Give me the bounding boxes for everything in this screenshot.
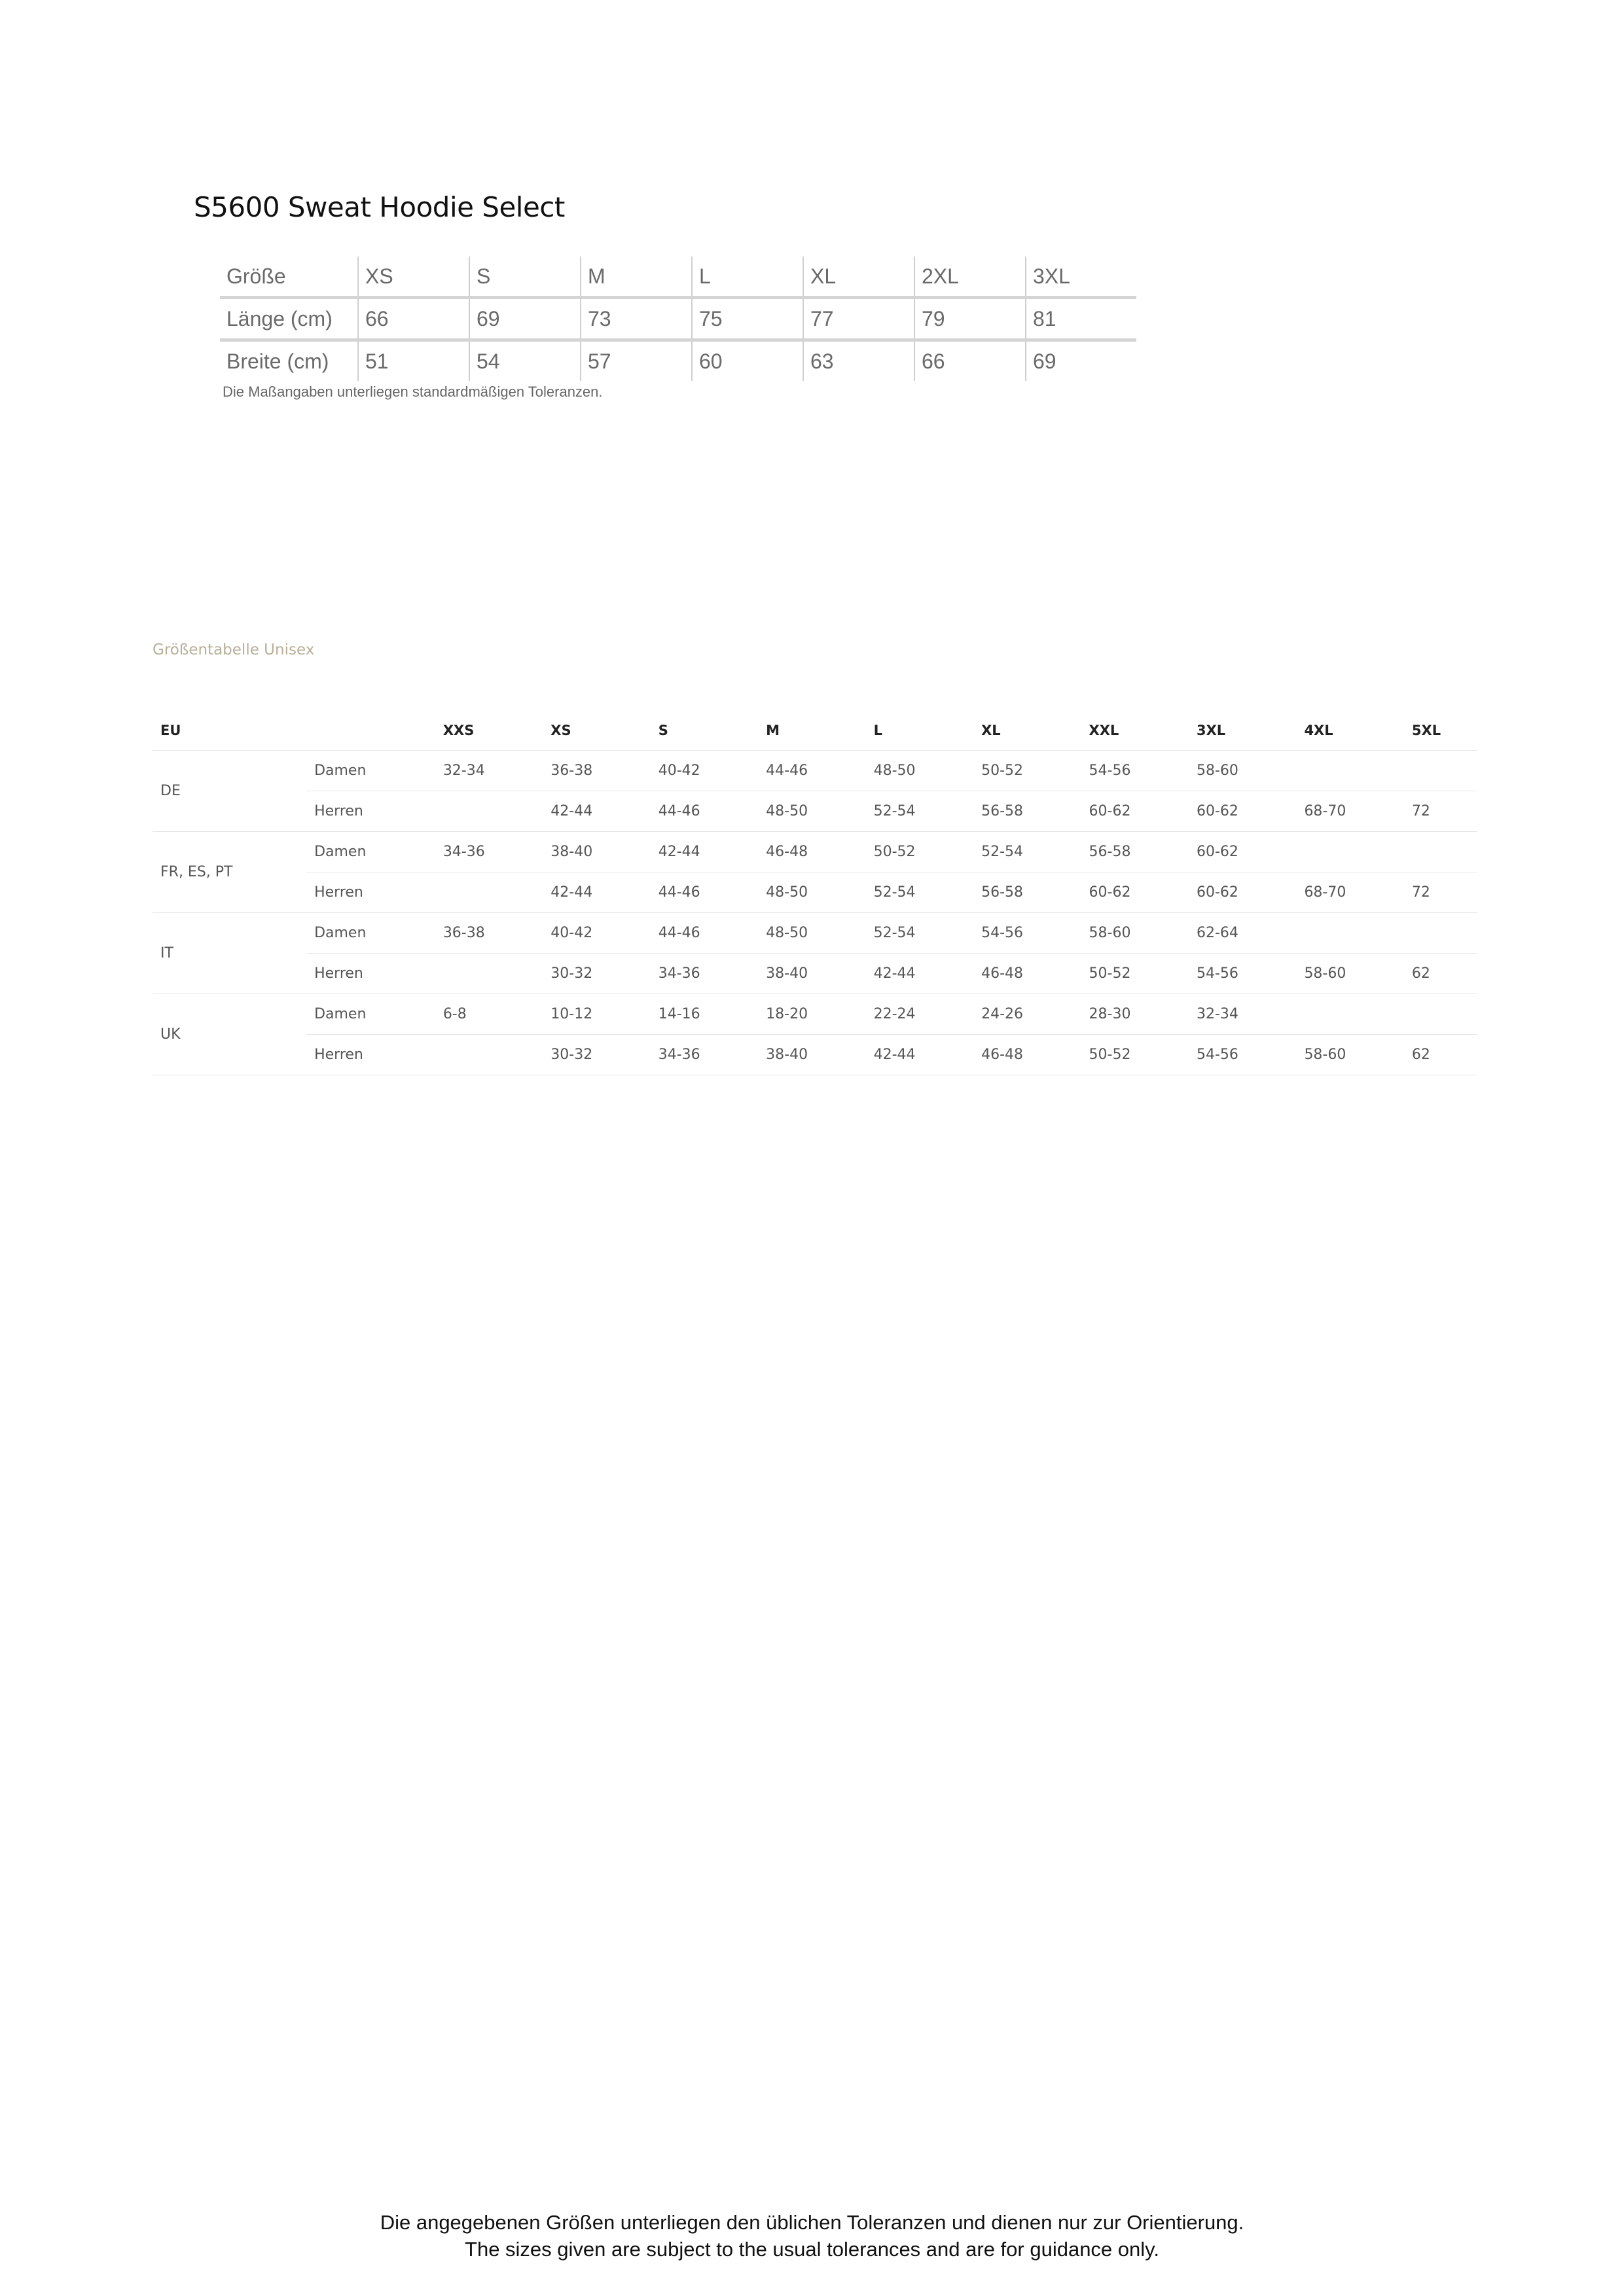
size-cell: 42-44 [543, 872, 650, 913]
size-cell: 38-40 [543, 832, 650, 872]
gender-cell: Damen [306, 832, 435, 872]
size-cell: 48-50 [866, 751, 973, 791]
size-cell: 30-32 [543, 1035, 650, 1075]
size-cell: 60-62 [1189, 791, 1296, 832]
size-cell [1296, 913, 1403, 954]
region-cell: FR, ES, PT [153, 832, 306, 913]
value-cell: 60 [692, 340, 803, 382]
value-cell: 51 [358, 340, 469, 382]
measurement-row [220, 298, 1136, 340]
size-cell: 60-62 [1189, 872, 1296, 913]
size-cell: 46-48 [973, 1035, 1081, 1075]
size-cell: 60-62 [1081, 791, 1189, 832]
header-cell: L [866, 710, 973, 751]
header-cell: Größe [220, 257, 358, 298]
size-cell [435, 791, 543, 832]
size-cell: 58-60 [1296, 954, 1403, 994]
tolerance-note: Die Maßangaben unterliegen standardmäßigen Toleranzen. [223, 384, 603, 400]
size-cell [435, 872, 543, 913]
table-row [153, 872, 1477, 913]
table-row [153, 994, 1477, 1035]
size-cell: 56-58 [1081, 832, 1189, 872]
header-cell: EU [153, 710, 306, 751]
size-cell [435, 954, 543, 994]
header-cell: XL [973, 710, 1081, 751]
header-cell: 3XL [1026, 257, 1136, 298]
size-cell: 48-50 [758, 872, 865, 913]
size-cell: 52-54 [866, 791, 973, 832]
table-row [153, 913, 1477, 954]
size-cell: 46-48 [758, 832, 865, 872]
size-cell: 52-54 [866, 913, 973, 954]
size-cell: 50-52 [866, 832, 973, 872]
size-cell: 44-46 [651, 791, 758, 832]
region-cell: DE [153, 751, 306, 832]
size-cell: 38-40 [758, 954, 865, 994]
size-cell: 54-56 [1081, 751, 1189, 791]
size-cell: 46-48 [973, 954, 1081, 994]
gender-cell: Herren [306, 954, 435, 994]
size-cell: 42-44 [543, 791, 650, 832]
size-cell: 38-40 [758, 1035, 865, 1075]
size-cell: 18-20 [758, 994, 865, 1035]
size-cell: 36-38 [543, 751, 650, 791]
footer-disclaimer [0, 2209, 1624, 2263]
size-cell: 34-36 [651, 954, 758, 994]
gender-cell: Herren [306, 791, 435, 832]
header-cell: XS [543, 710, 650, 751]
size-cell: 30-32 [543, 954, 650, 994]
header-cell: M [581, 257, 692, 298]
size-cell: 56-58 [973, 872, 1081, 913]
table-row [153, 791, 1477, 832]
unisex-size-table [153, 710, 1477, 1075]
size-cell: 44-46 [758, 751, 865, 791]
unisex-header-row [153, 710, 1477, 751]
size-cell: 68-70 [1296, 872, 1403, 913]
size-cell: 34-36 [435, 832, 543, 872]
size-cell: 62 [1404, 954, 1477, 994]
size-cell: 58-60 [1296, 1035, 1403, 1075]
size-cell [435, 1035, 543, 1075]
gender-cell: Herren [306, 872, 435, 913]
size-cell [1296, 751, 1403, 791]
value-cell: 77 [803, 298, 914, 340]
size-cell [1404, 832, 1477, 872]
footer-line-en: The sizes given are subject to the usual tolerances and are for guidance only. [465, 2238, 1159, 2261]
header-cell: M [758, 710, 865, 751]
size-cell: 50-52 [973, 751, 1081, 791]
region-cell: UK [153, 994, 306, 1075]
size-cell: 42-44 [866, 954, 973, 994]
header-cell: 5XL [1404, 710, 1477, 751]
value-cell: 69 [469, 298, 581, 340]
size-cell: 62 [1404, 1035, 1477, 1075]
region-cell: IT [153, 913, 306, 994]
value-cell: 57 [581, 340, 692, 382]
size-cell: 50-52 [1081, 954, 1189, 994]
table-row [153, 832, 1477, 872]
size-cell: 34-36 [651, 1035, 758, 1075]
row-label: Breite (cm) [226, 349, 329, 373]
size-cell: 42-44 [651, 832, 758, 872]
size-cell: 68-70 [1296, 791, 1403, 832]
size-cell: 52-54 [973, 832, 1081, 872]
size-cell: 72 [1404, 791, 1477, 832]
header-cell: XS [358, 257, 469, 298]
value-cell: 66 [358, 298, 469, 340]
size-cell [1404, 751, 1477, 791]
gender-cell: Damen [306, 913, 435, 954]
value-cell: 81 [1026, 298, 1136, 340]
unisex-table-body [153, 751, 1477, 1075]
size-cell: 48-50 [758, 913, 865, 954]
size-cell: 44-46 [651, 913, 758, 954]
row-label: Länge (cm) [220, 298, 358, 340]
size-cell [1404, 994, 1477, 1035]
header-cell: 4XL [1296, 710, 1403, 751]
size-cell: 40-42 [651, 751, 758, 791]
size-cell: 22-24 [866, 994, 973, 1035]
size-cell: 32-34 [1189, 994, 1296, 1035]
value-cell: 63 [803, 340, 914, 382]
size-cell: 44-46 [651, 872, 758, 913]
header-cell: S [651, 710, 758, 751]
value-cell: 69 [1026, 340, 1136, 382]
size-cell: 28-30 [1081, 994, 1189, 1035]
size-cell: 48-50 [758, 791, 865, 832]
size-cell: 42-44 [866, 1035, 973, 1075]
size-cell: 72 [1404, 872, 1477, 913]
size-cell: 36-38 [435, 913, 543, 954]
size-cell: 60-62 [1189, 832, 1296, 872]
size-cell: 10-12 [543, 994, 650, 1035]
gender-cell: Herren [306, 1035, 435, 1075]
size-cell: 62-64 [1189, 913, 1296, 954]
header-cell: XXS [435, 710, 543, 751]
value-cell: 79 [914, 298, 1026, 340]
size-cell: 60-62 [1081, 872, 1189, 913]
size-cell: 58-60 [1189, 751, 1296, 791]
gender-cell: Damen [306, 994, 435, 1035]
header-cell: XXL [1081, 710, 1189, 751]
size-cell [1404, 913, 1477, 954]
value-cell: 75 [692, 298, 803, 340]
size-cell: 40-42 [543, 913, 650, 954]
header-cell: 3XL [1189, 710, 1296, 751]
footer-line-de: Die angegebenen Größen unterliegen den üblichen Toleranzen und dienen nur zur Orientierung. [380, 2211, 1244, 2234]
gender-cell: Damen [306, 751, 435, 791]
size-cell: 58-60 [1081, 913, 1189, 954]
page-title: S5600 Sweat Hoodie Select [194, 191, 565, 223]
value-cell: 73 [581, 298, 692, 340]
table-row [153, 1035, 1477, 1075]
size-cell [1296, 832, 1403, 872]
size-cell: 54-56 [1189, 954, 1296, 994]
size-cell: 54-56 [973, 913, 1081, 954]
header-cell: 2XL [914, 257, 1026, 298]
value-cell: 66 [914, 340, 1026, 382]
header-cell: S [469, 257, 581, 298]
header-cell: L [692, 257, 803, 298]
value-cell: 54 [469, 340, 581, 382]
size-cell: 6-8 [435, 994, 543, 1035]
header-cell [306, 710, 435, 751]
size-cell: 32-34 [435, 751, 543, 791]
unisex-table-title: Größentabelle Unisex [153, 641, 315, 658]
size-cell: 50-52 [1081, 1035, 1189, 1075]
size-cell: 56-58 [973, 791, 1081, 832]
size-cell: 24-26 [973, 994, 1081, 1035]
size-cell: 52-54 [866, 872, 973, 913]
size-cell [1296, 994, 1403, 1035]
measurement-header-row [220, 257, 1136, 298]
measurement-row [220, 340, 1136, 382]
size-cell: 54-56 [1189, 1035, 1296, 1075]
measurement-table [220, 257, 1136, 381]
header-cell: XL [803, 257, 914, 298]
table-row [153, 751, 1477, 791]
size-cell: 14-16 [651, 994, 758, 1035]
table-row [153, 954, 1477, 994]
